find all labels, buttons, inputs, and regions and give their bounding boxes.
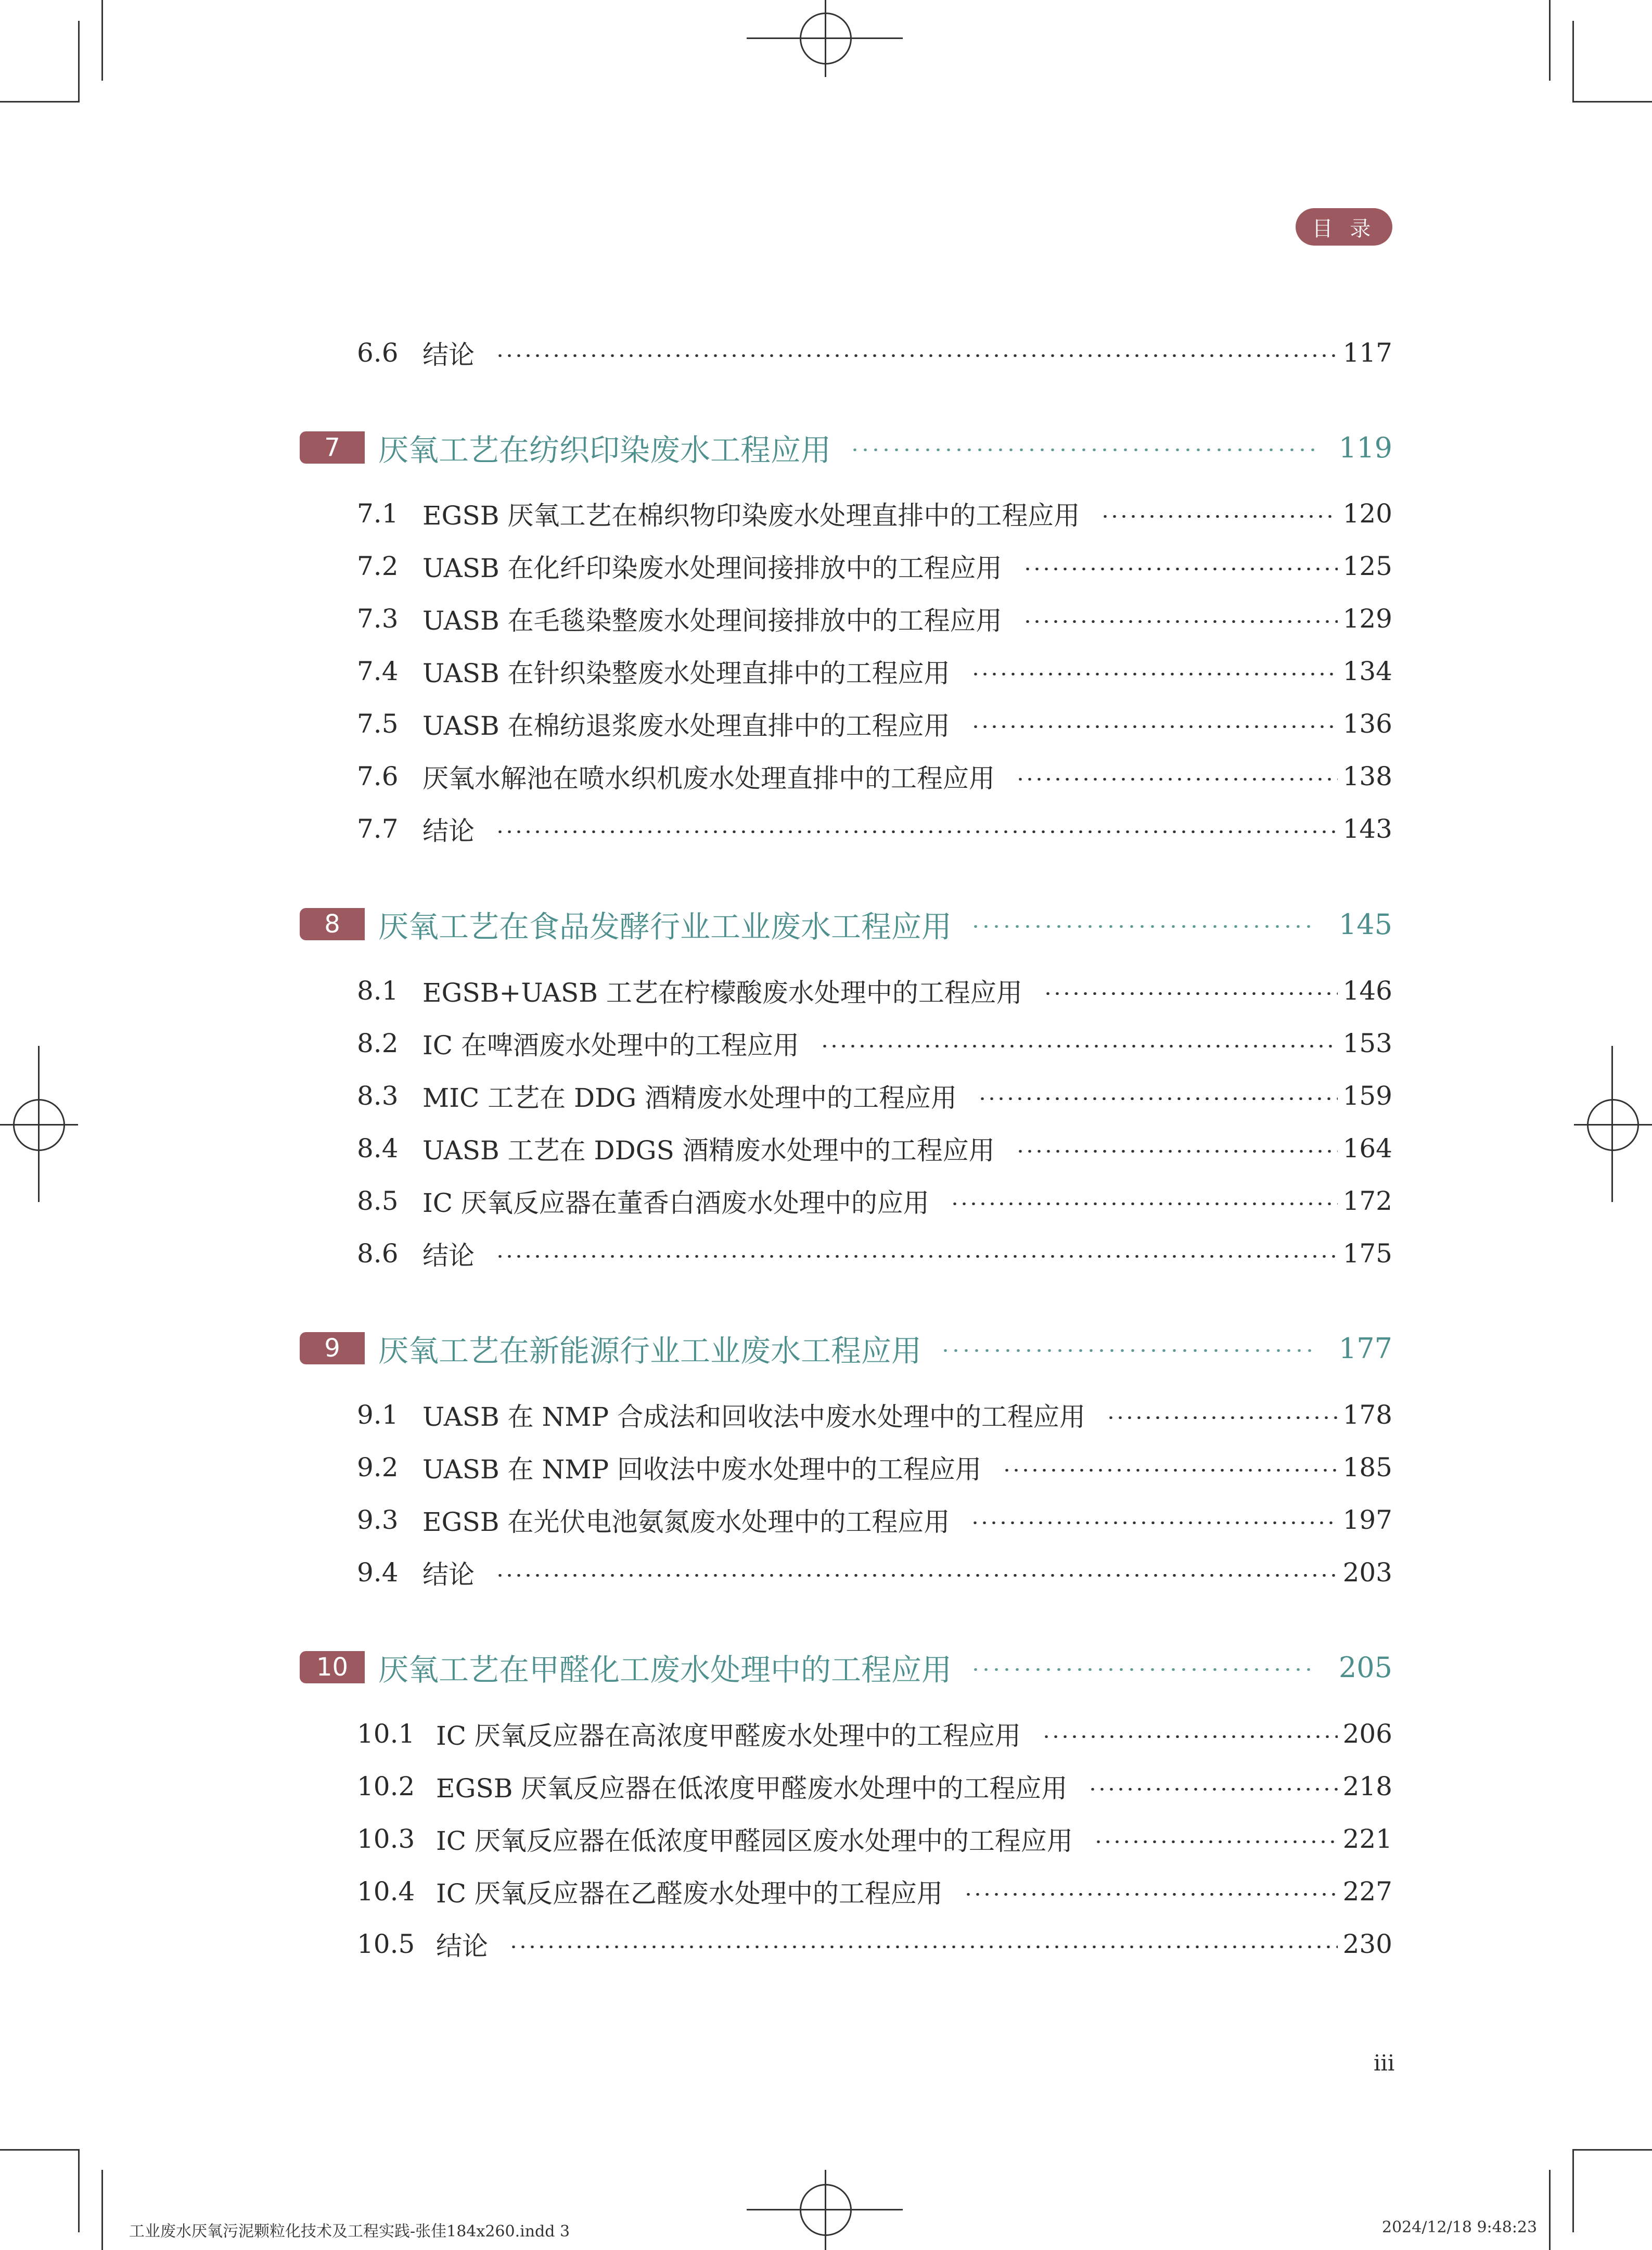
dot-leader: [1023, 568, 1338, 570]
dot-leader: [1002, 1469, 1338, 1472]
entry-page: 125: [1342, 551, 1392, 581]
toc-entry[interactable]: [357, 756, 1392, 797]
chapter-title: 厌氧工艺在纺织印染废水工程应用: [378, 432, 831, 468]
entry-number: 8.3: [357, 1081, 399, 1111]
print-slug-file: 工业废水厌氧污泥颗粒化技术及工程实践-张佳184x260.indd 3: [129, 2222, 570, 2241]
entry-title: UASB 在毛毯染整废水处理间接排放中的工程应用: [422, 606, 1002, 636]
entry-page: 227: [1342, 1876, 1392, 1907]
toc-entry[interactable]: [357, 1128, 1392, 1169]
dot-leader: [970, 925, 1316, 928]
entry-title: IC 厌氧反应器在乙醛废水处理中的工程应用: [436, 1878, 943, 1909]
entry-title: 厌氧水解池在喷水织机废水处理直排中的工程应用: [422, 763, 995, 794]
entry-page: 185: [1342, 1452, 1392, 1482]
chapter-number-tab: 7: [300, 431, 365, 464]
entry-number: 10.2: [357, 1771, 415, 1801]
toc-entry[interactable]: [357, 1766, 1392, 1807]
toc-chapter[interactable]: [300, 901, 1392, 948]
toc-entry[interactable]: [357, 650, 1392, 692]
entry-page: 221: [1342, 1824, 1392, 1854]
chapter-page: 177: [1338, 1332, 1392, 1365]
entry-title: IC 厌氧反应器在高浓度甲醛废水处理中的工程应用: [436, 1721, 1021, 1751]
toc-entry[interactable]: [357, 1923, 1392, 1965]
toc-entry[interactable]: [357, 1552, 1392, 1593]
entry-number: 7.1: [357, 498, 399, 529]
toc-entry[interactable]: [357, 703, 1392, 745]
chapter-number-tab: 8: [300, 908, 365, 940]
dot-leader: [971, 673, 1338, 675]
toc-entry[interactable]: [357, 1075, 1392, 1117]
toc-entry[interactable]: [357, 1499, 1392, 1541]
page-folio: iii: [1374, 2050, 1395, 2076]
dot-leader: [970, 1522, 1337, 1524]
toc-entry[interactable]: [357, 1233, 1392, 1274]
entry-page: 230: [1342, 1929, 1392, 1959]
entry-page: 117: [1342, 338, 1392, 368]
entry-title: EGSB+UASB 工艺在柠檬酸废水处理中的工程应用: [422, 978, 1022, 1008]
toc-entry[interactable]: [357, 1022, 1392, 1064]
entry-number: 10.5: [357, 1929, 415, 1959]
entry-page: 138: [1342, 761, 1392, 791]
dot-leader: [970, 1668, 1316, 1671]
entry-page: 134: [1342, 656, 1392, 686]
toc-entry[interactable]: [357, 1818, 1392, 1860]
entry-page: 172: [1342, 1186, 1392, 1216]
entry-page: 206: [1342, 1719, 1392, 1749]
toc-entry[interactable]: [357, 1447, 1392, 1488]
chapter-page: 119: [1338, 431, 1392, 464]
entry-number: 9.2: [357, 1452, 399, 1482]
toc-entry[interactable]: [357, 545, 1392, 587]
dot-leader: [1016, 1150, 1338, 1153]
toc-entry[interactable]: [357, 332, 1392, 374]
entry-number: 10.3: [357, 1824, 415, 1854]
dot-leader: [1094, 1840, 1338, 1843]
chapter-page: 145: [1338, 907, 1392, 941]
dot-leader: [940, 1349, 1316, 1352]
toc-entry[interactable]: [357, 1394, 1392, 1436]
entry-title: UASB 在棉纺退浆废水处理直排中的工程应用: [422, 711, 950, 741]
dot-leader: [495, 1255, 1338, 1258]
entry-number: 6.6: [357, 338, 399, 368]
toc-entry[interactable]: [357, 808, 1392, 850]
entry-number: 7.6: [357, 761, 399, 791]
chapter-title: 厌氧工艺在新能源行业工业废水工程应用: [378, 1333, 922, 1369]
entry-title: UASB 在化纤印染废水处理间接排放中的工程应用: [422, 553, 1002, 583]
toc-entry[interactable]: [357, 598, 1392, 640]
toc-entry[interactable]: [357, 1871, 1392, 1912]
dot-leader: [1043, 992, 1338, 995]
toc-entry[interactable]: [357, 1180, 1392, 1222]
entry-page: 129: [1342, 604, 1392, 634]
entry-title: IC 厌氧反应器在董香白酒废水处理中的应用: [422, 1188, 929, 1218]
dot-leader: [1016, 778, 1338, 781]
dot-leader: [971, 725, 1338, 728]
entry-page: 120: [1342, 498, 1392, 529]
entry-number: 9.4: [357, 1557, 399, 1588]
entry-title: EGSB 在光伏电池氨氮废水处理中的工程应用: [422, 1507, 950, 1537]
entry-number: 7.5: [357, 709, 399, 739]
entry-number: 7.7: [357, 814, 399, 844]
dot-leader: [1088, 1788, 1337, 1791]
entry-number: 8.5: [357, 1186, 399, 1216]
entry-page: 143: [1342, 814, 1392, 844]
entry-number: 7.4: [357, 656, 399, 686]
dot-leader: [495, 830, 1338, 833]
dot-leader: [495, 1574, 1338, 1577]
contents-badge: 目 录: [1296, 208, 1392, 246]
entry-number: 10.4: [357, 1876, 415, 1907]
entry-number: 8.4: [357, 1133, 399, 1164]
dot-leader: [1106, 1416, 1338, 1419]
entry-title: MIC 工艺在 DDG 酒精废水处理中的工程应用: [422, 1083, 957, 1113]
entry-page: 136: [1342, 709, 1392, 739]
dot-leader: [950, 1203, 1338, 1205]
entry-page: 164: [1342, 1133, 1392, 1164]
entry-title: UASB 在 NMP 合成法和回收法中废水处理中的工程应用: [422, 1402, 1085, 1432]
toc-entry[interactable]: [357, 1713, 1392, 1755]
entry-number: 8.1: [357, 976, 399, 1006]
dot-leader: [1023, 620, 1338, 623]
dot-leader: [509, 1946, 1338, 1948]
dot-leader: [495, 354, 1338, 357]
entry-page: 178: [1342, 1400, 1392, 1430]
entry-title: IC 在啤酒废水处理中的工程应用: [422, 1030, 799, 1060]
entry-title: 结论: [422, 340, 475, 370]
entry-page: 153: [1342, 1028, 1392, 1058]
chapter-page: 205: [1338, 1651, 1392, 1684]
toc-chapter[interactable]: [300, 1325, 1392, 1372]
dot-leader: [964, 1893, 1338, 1896]
entry-page: 197: [1342, 1505, 1392, 1535]
entry-title: 结论: [422, 1559, 475, 1590]
entry-number: 7.2: [357, 551, 399, 581]
entry-title: EGSB 厌氧工艺在棉织物印染废水处理直排中的工程应用: [422, 501, 1080, 531]
entry-page: 175: [1342, 1238, 1392, 1269]
chapter-title: 厌氧工艺在食品发酵行业工业废水工程应用: [378, 909, 952, 944]
entry-number: 7.3: [357, 604, 399, 634]
dot-leader: [978, 1097, 1338, 1100]
entry-number: 10.1: [357, 1719, 415, 1749]
dot-leader: [1042, 1735, 1338, 1738]
entry-page: 146: [1342, 976, 1392, 1006]
toc-entry[interactable]: [357, 970, 1392, 1012]
entry-number: 8.2: [357, 1028, 399, 1058]
toc-chapter[interactable]: [300, 424, 1392, 471]
toc-entry[interactable]: [357, 493, 1392, 534]
dot-leader: [850, 449, 1316, 451]
entry-title: UASB 在 NMP 回收法中废水处理中的工程应用: [422, 1454, 981, 1485]
entry-title: 结论: [422, 816, 475, 846]
entry-number: 8.6: [357, 1238, 399, 1269]
print-slug-timestamp: 2024/12/18 9:48:23: [1382, 2218, 1538, 2236]
dot-leader: [1100, 515, 1337, 518]
dot-leader: [820, 1045, 1338, 1047]
entry-page: 203: [1342, 1557, 1392, 1588]
entry-title: 结论: [436, 1931, 488, 1961]
entry-page: 159: [1342, 1081, 1392, 1111]
entry-number: 9.3: [357, 1505, 399, 1535]
entry-title: IC 厌氧反应器在低浓度甲醛园区废水处理中的工程应用: [436, 1826, 1073, 1856]
toc-chapter[interactable]: [300, 1644, 1392, 1691]
entry-page: 218: [1342, 1771, 1392, 1801]
entry-title: 结论: [422, 1241, 475, 1271]
entry-title: UASB 在针织染整废水处理直排中的工程应用: [422, 658, 950, 688]
entry-title: EGSB 厌氧反应器在低浓度甲醛废水处理中的工程应用: [436, 1773, 1068, 1804]
chapter-number-tab: 10: [300, 1651, 365, 1683]
chapter-number-tab: 9: [300, 1332, 365, 1364]
entry-number: 9.1: [357, 1400, 399, 1430]
entry-title: UASB 工艺在 DDGS 酒精废水处理中的工程应用: [422, 1135, 995, 1166]
chapter-title: 厌氧工艺在甲醛化工废水处理中的工程应用: [378, 1652, 952, 1688]
